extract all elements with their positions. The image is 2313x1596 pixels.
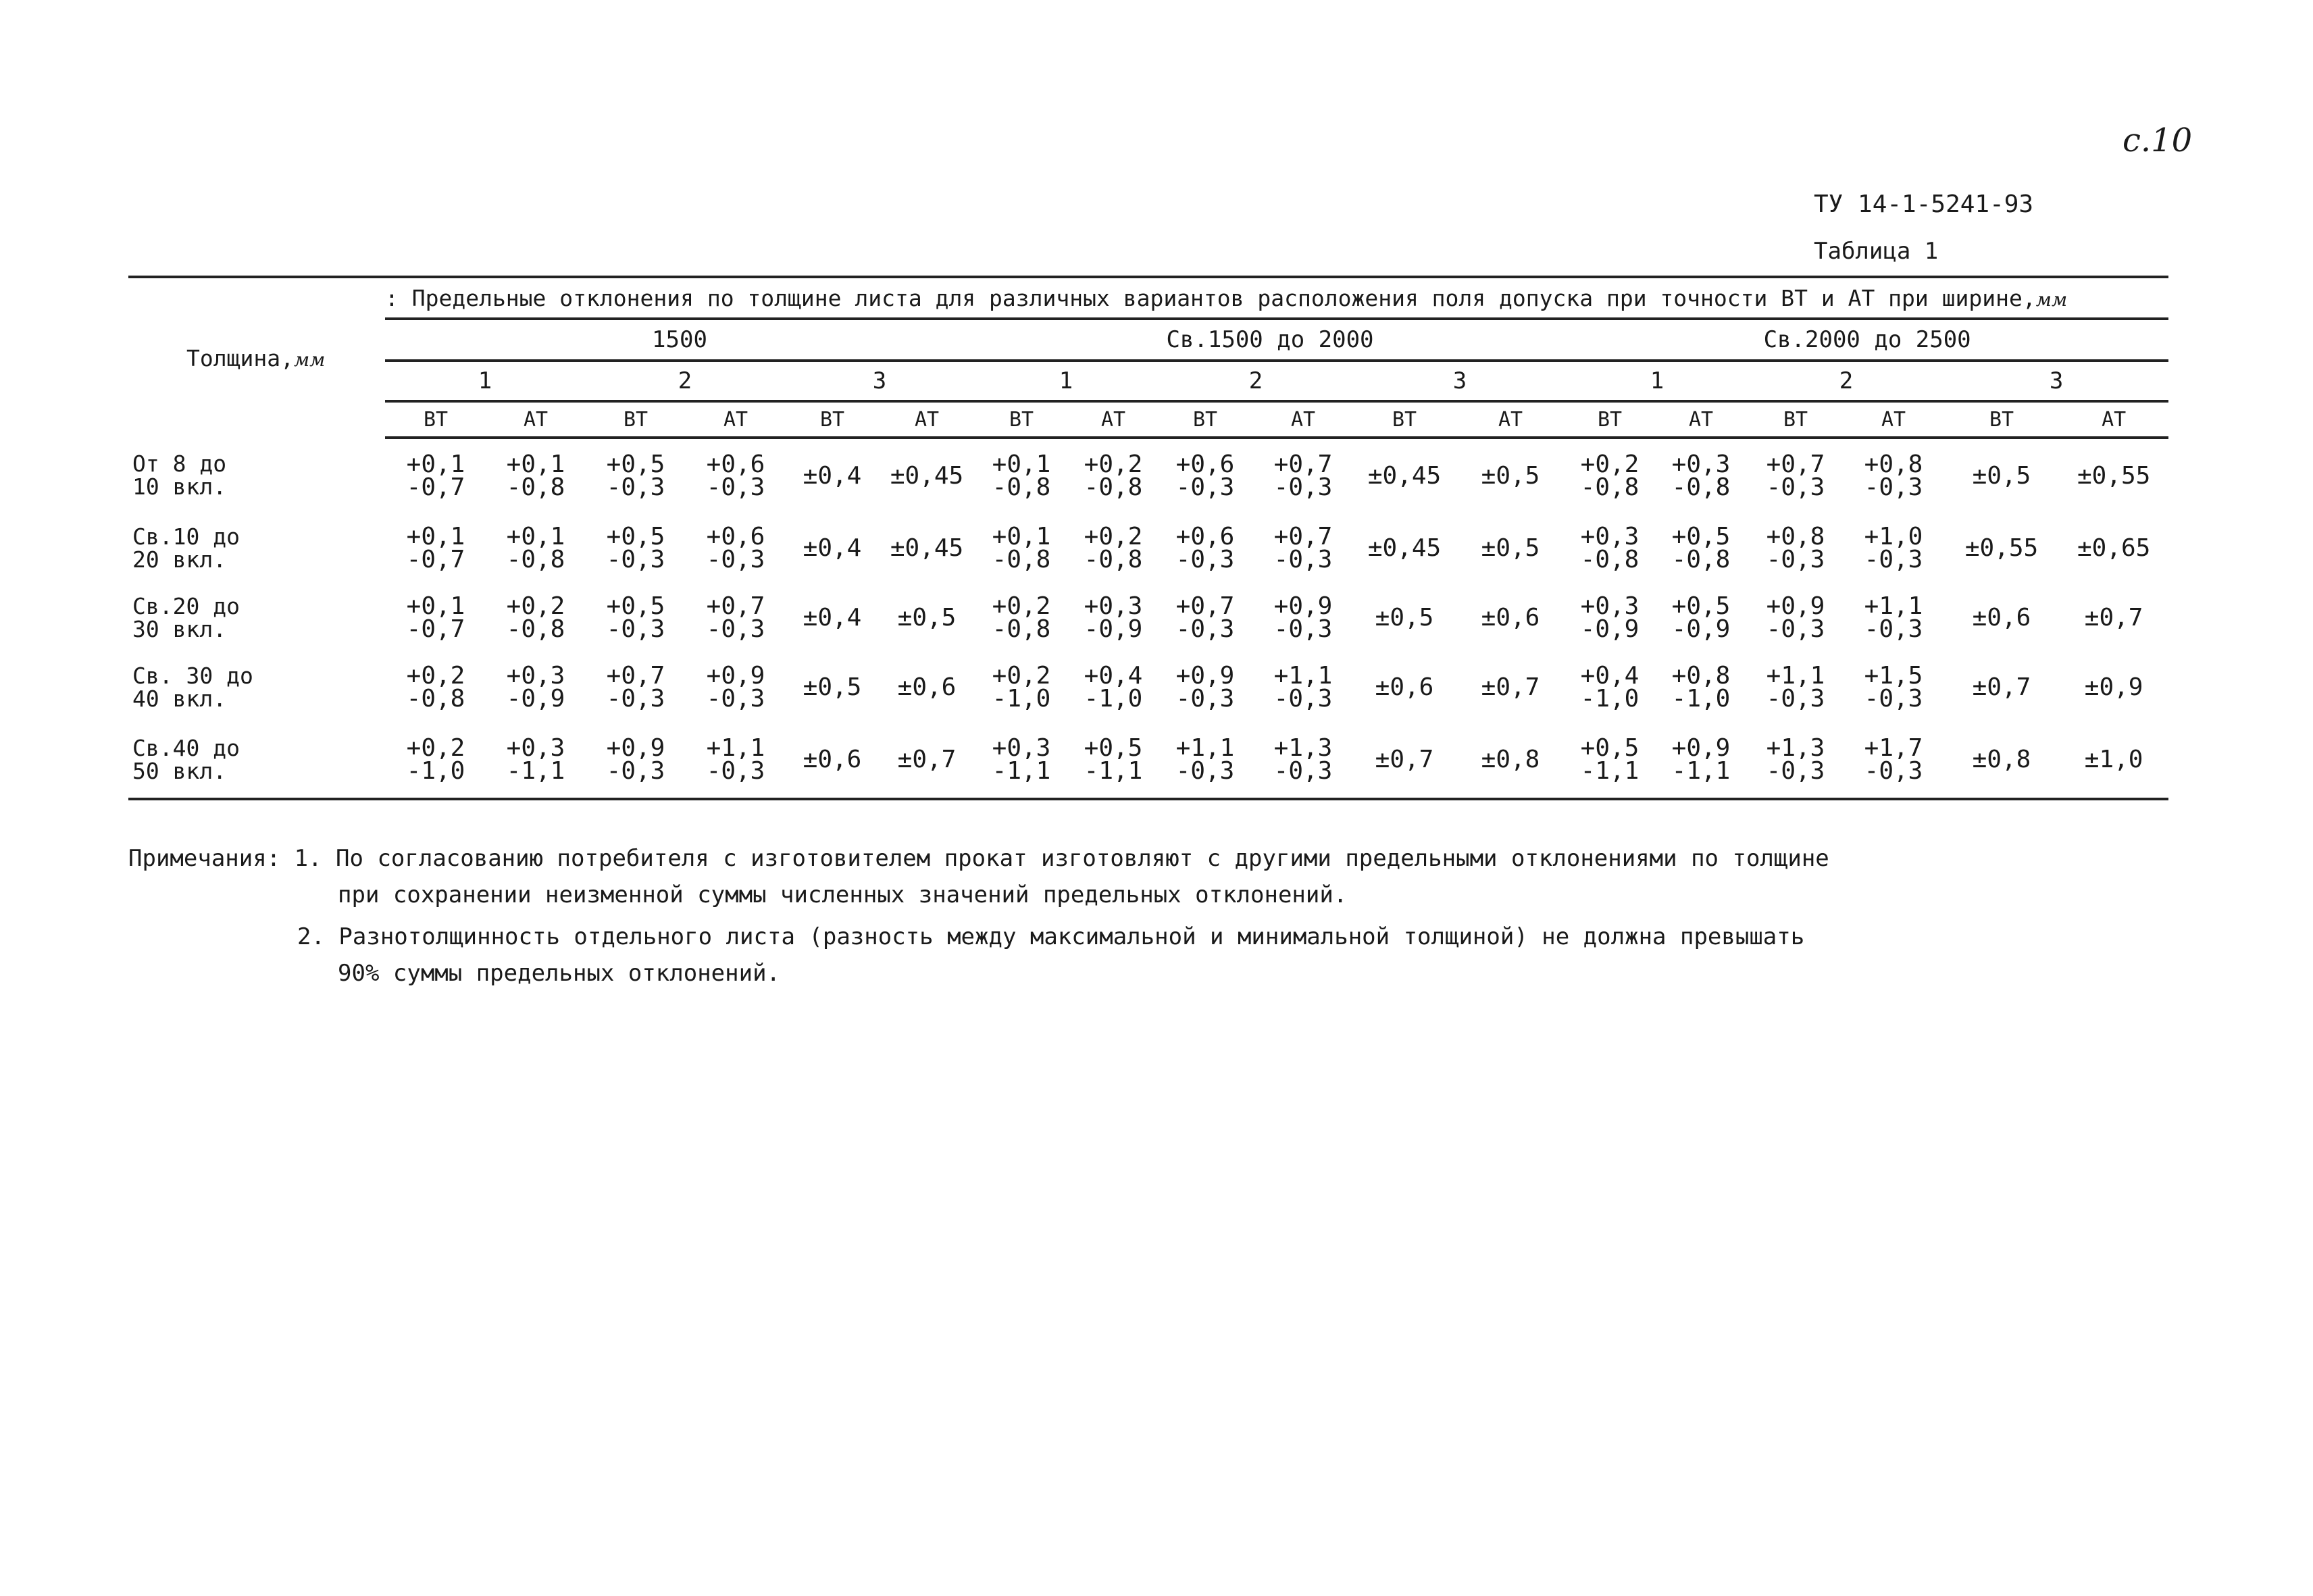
tolerance-cell: +1,1 -0,3 — [1766, 661, 1825, 713]
tolerance-cell: +0,1 -0,7 — [406, 522, 465, 573]
tolerance-cell: +0,2 -0,8 — [1084, 451, 1143, 501]
accuracy-header: ВТ — [1158, 401, 1252, 438]
variant-header: 1 — [1566, 361, 1748, 401]
tolerance-cell: +0,3 -0,9 — [1084, 592, 1143, 643]
tolerance-cell: ±0,55 — [1964, 534, 2039, 562]
tolerance-cell: +0,7 -0,3 — [606, 661, 665, 713]
tolerance-cell: ±0,8 — [1944, 722, 2059, 799]
accuracy-header: ВТ — [1944, 401, 2059, 438]
tolerance-cell: +0,7 -0,3 — [1273, 522, 1333, 573]
tolerance-cell: ±0,7 — [1972, 673, 2031, 701]
tolerance-cell: ±0,4 — [803, 603, 862, 632]
accuracy-header: АТ — [1843, 401, 1944, 438]
tolerance-cell: +0,9 -0,3 — [1175, 661, 1235, 713]
tolerance-cell: ±0,7 — [880, 722, 974, 799]
accuracy-header: АТ — [1069, 401, 1158, 438]
tolerance-cell: +1,7 -0,3 — [1843, 722, 1944, 799]
tolerance-cell: +0,3 -0,9 — [506, 661, 565, 713]
accuracy-header: АТ — [686, 401, 785, 438]
tolerance-cell: ±0,5 — [1481, 462, 1540, 490]
row-thickness-label: Св.20 до 30 вкл. — [132, 592, 240, 642]
tolerance-cell: ±0,4 — [803, 534, 862, 562]
note-2-line-1: 2. Разнотолщинность отдельного листа (разность между максимальной и минимальной толщиной) не должна превышать — [297, 923, 1805, 950]
tolerance-cell: +0,8 -0,3 — [1766, 522, 1825, 573]
tolerance-cell: +0,4 -1,0 — [1084, 661, 1143, 713]
tolerance-cell: +0,9 -1,1 — [1654, 722, 1748, 799]
table-label: Таблица 1 — [1814, 238, 1939, 265]
tolerance-cell: +1,1 -0,3 — [686, 722, 785, 799]
tolerance-cell: ±0,45 — [890, 462, 964, 490]
tolerance-cell: ±0,6 — [1972, 603, 2031, 632]
accuracy-header: АТ — [486, 401, 585, 438]
accuracy-header: ВТ — [785, 401, 880, 438]
tolerance-cell: ±0,5 — [803, 673, 862, 701]
tolerance-cell: +0,9 -0,3 — [1766, 592, 1825, 643]
tolerance-cell: ±0,7 — [2084, 603, 2143, 632]
tolerance-cell: +1,1 -0,3 — [1864, 592, 1923, 643]
tolerance-cell: +0,1 -0,8 — [992, 451, 1051, 501]
variant-header: 2 — [1158, 361, 1354, 401]
tolerance-cell: ±0,4 — [803, 462, 862, 490]
tolerance-cell: +0,5 -1,1 — [1566, 722, 1654, 799]
table-row — [128, 583, 2168, 652]
tolerance-cell: +0,5 -0,9 — [1671, 592, 1731, 643]
table-row — [128, 513, 2168, 583]
variant-header: 1 — [385, 361, 585, 401]
variant-header: 2 — [1748, 361, 1944, 401]
tolerance-table — [128, 276, 2168, 800]
tolerance-cell: +1,1 -0,3 — [1158, 722, 1252, 799]
tolerance-cell: ±0,55 — [2077, 462, 2151, 490]
tolerance-cell: +0,5 -0,8 — [1671, 522, 1731, 573]
tolerance-cell: +0,3 -0,8 — [1671, 451, 1731, 501]
accuracy-header: АТ — [1654, 401, 1748, 438]
tolerance-cell: +0,1 -0,8 — [506, 522, 565, 573]
note-1-line-2: при сохранении неизменной суммы численных значений предельных отклонений. — [338, 881, 1348, 908]
tolerance-cell: +1,3 -0,3 — [1252, 722, 1354, 799]
width-header-1500: 1500 — [385, 319, 974, 361]
tolerance-cell: +0,6 -0,3 — [706, 451, 765, 501]
tolerance-cell: +0,2 -0,8 — [506, 592, 565, 643]
tolerance-cell: +0,7 -0,3 — [706, 592, 765, 643]
tolerance-cell: +0,6 -0,3 — [1175, 522, 1235, 573]
tolerance-cell: +0,2 -0,8 — [1580, 451, 1640, 501]
accuracy-header: ВТ — [585, 401, 686, 438]
tolerance-cell: +0,9 -0,3 — [706, 661, 765, 713]
accuracy-header: ВТ — [1748, 401, 1843, 438]
tolerance-cell: +0,2 -0,8 — [406, 661, 465, 713]
main-header: : Предельные отклонения по толщине листа для различных вариантов расположения поля допуска при точности ВТ и АТ при ширине,мм — [385, 277, 2168, 319]
tolerance-cell: +0,1 -0,8 — [506, 451, 565, 501]
tolerance-cell: +0,6 -0,3 — [706, 522, 765, 573]
note-2-line-2: 90% суммы предельных отклонений. — [338, 960, 781, 987]
tolerance-cell: +0,3 -1,1 — [486, 722, 585, 799]
tolerance-cell: ±0,7 — [1481, 673, 1540, 701]
tolerance-cell: +0,5 -0,3 — [606, 592, 665, 643]
tolerance-cell: +0,8 -1,0 — [1671, 661, 1731, 713]
accuracy-header: АТ — [880, 401, 974, 438]
tolerance-cell: +1,1 -0,3 — [1273, 661, 1333, 713]
accuracy-header: АТ — [1455, 401, 1566, 438]
accuracy-header: ВТ — [1354, 401, 1455, 438]
tolerance-cell: ±0,9 — [2084, 673, 2143, 701]
tolerance-table-grid — [128, 276, 2168, 800]
tolerance-cell: +1,0 -0,3 — [1864, 522, 1923, 573]
accuracy-header: ВТ — [974, 401, 1069, 438]
tolerance-cell: +0,5 -0,3 — [606, 451, 665, 501]
tolerance-cell: +0,2 -1,0 — [992, 661, 1051, 713]
width-header-1500-2000: Св.1500 до 2000 — [974, 319, 1566, 361]
tolerance-cell: +0,2 -0,8 — [1084, 522, 1143, 573]
tolerance-cell: ±1,0 — [2059, 722, 2168, 799]
tolerance-cell: +0,7 -0,3 — [1175, 592, 1235, 643]
tolerance-cell: ±0,45 — [1367, 534, 1442, 562]
tolerance-cell: +0,6 -0,3 — [1175, 451, 1235, 501]
tolerance-cell: +0,1 -0,7 — [406, 451, 465, 501]
tolerance-cell: ±0,6 — [897, 673, 957, 701]
notes — [128, 840, 2155, 992]
variant-header: 3 — [785, 361, 974, 401]
accuracy-header: АТ — [1252, 401, 1354, 438]
tolerance-cell: ±0,7 — [1354, 722, 1455, 799]
row-header: Толщина,мм — [128, 277, 385, 438]
tolerance-cell: +0,3 -0,9 — [1580, 592, 1640, 643]
tolerance-cell: ±0,65 — [2077, 534, 2151, 562]
variant-header: 3 — [1354, 361, 1566, 401]
tolerance-cell: +0,7 -0,3 — [1273, 451, 1333, 501]
width-header-2000-2500: Св.2000 до 2500 — [1566, 319, 2168, 361]
variant-header: 3 — [1944, 361, 2168, 401]
tolerance-cell: +1,5 -0,3 — [1864, 661, 1923, 713]
row-thickness-label: Св.10 до 20 вкл. — [132, 523, 240, 573]
tolerance-cell: +1,3 -0,3 — [1748, 722, 1843, 799]
page-number: с.10 — [2123, 122, 2193, 159]
tolerance-cell: +0,2 -1,0 — [385, 722, 486, 799]
tolerance-cell: +0,7 -0,3 — [1766, 451, 1825, 501]
document-code: ТУ 14-1-5241-93 — [1814, 190, 2034, 218]
row-thickness-label: Св. 30 до 40 вкл. — [132, 662, 253, 712]
tolerance-cell: ±0,5 — [1375, 603, 1434, 632]
note-1-line-1: Примечания: 1. По согласованию потребителя с изготовителем прокат изготовляют с другими предельными отклонениями по толщине — [128, 845, 1829, 872]
tolerance-cell: ±0,6 — [1375, 673, 1434, 701]
tolerance-cell: +0,1 -0,7 — [406, 592, 465, 643]
tolerance-cell: +0,9 -0,3 — [585, 722, 686, 799]
accuracy-header: ВТ — [385, 401, 486, 438]
table-row — [128, 652, 2168, 722]
tolerance-cell: ±0,45 — [1367, 462, 1442, 490]
row-thickness-label: Св.40 до 50 вкл. — [128, 722, 385, 799]
tolerance-cell: +0,1 -0,8 — [992, 522, 1051, 573]
tolerance-cell: +0,2 -0,8 — [992, 592, 1051, 643]
variant-header: 2 — [585, 361, 785, 401]
tolerance-cell: ±0,5 — [897, 603, 957, 632]
tolerance-cell: ±0,8 — [1455, 722, 1566, 799]
tolerance-cell: ±0,5 — [1481, 534, 1540, 562]
tolerance-cell: +0,8 -0,3 — [1864, 451, 1923, 501]
tolerance-cell: +0,5 -0,3 — [606, 522, 665, 573]
accuracy-header: ВТ — [1566, 401, 1654, 438]
tolerance-cell: ±0,6 — [785, 722, 880, 799]
tolerance-cell: +0,9 -0,3 — [1273, 592, 1333, 643]
tolerance-cell: ±0,5 — [1972, 462, 2031, 490]
accuracy-header: АТ — [2059, 401, 2168, 438]
tolerance-cell: +0,4 -1,0 — [1580, 661, 1640, 713]
table-row — [128, 438, 2168, 513]
tolerance-cell: +0,3 -1,1 — [974, 722, 1069, 799]
tolerance-cell: +0,5 -1,1 — [1069, 722, 1158, 799]
tolerance-cell: +0,3 -0,8 — [1580, 522, 1640, 573]
tolerance-cell: ±0,6 — [1481, 603, 1540, 632]
tolerance-cell: ±0,45 — [890, 534, 964, 562]
table-row — [128, 722, 2168, 799]
row-thickness-label: От 8 до 10 вкл. — [132, 451, 227, 500]
variant-header: 1 — [974, 361, 1158, 401]
